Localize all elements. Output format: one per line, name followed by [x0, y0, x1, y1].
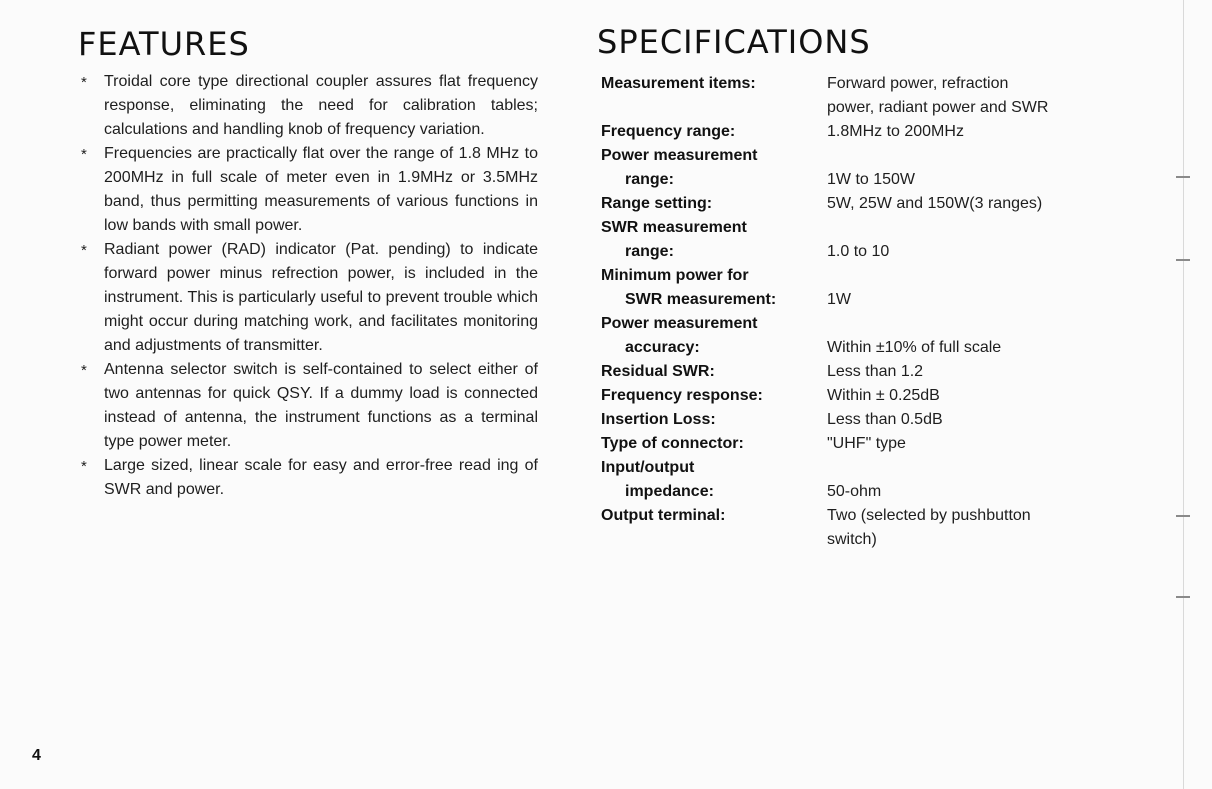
- spec-label: Output terminal:: [601, 507, 726, 524]
- spec-label: Frequency range:: [601, 123, 736, 140]
- spec-value: Less than 1.2: [827, 363, 924, 380]
- spec-row: [601, 120, 1061, 144]
- spec-label: Input/output: [601, 459, 695, 476]
- spec-value: Two (selected by pushbutton: [827, 507, 1031, 524]
- feature-item: [78, 238, 538, 358]
- page-number: 4: [32, 747, 41, 764]
- spec-label: Range setting:: [601, 195, 713, 212]
- spec-row: [601, 240, 1061, 264]
- specifications-heading: SPECIFICATIONS: [597, 23, 871, 61]
- spec-row: [601, 288, 1061, 312]
- spec-value: 1W: [827, 291, 851, 308]
- spec-value: Forward power, refraction: [827, 75, 1009, 92]
- edge-mark: [1176, 596, 1190, 598]
- spec-label: range:: [625, 171, 674, 188]
- spec-value: 50-ohm: [827, 483, 882, 500]
- page-edge: [1183, 0, 1184, 789]
- spec-value: 1W to 150W: [827, 171, 916, 188]
- spec-row: [601, 144, 1061, 168]
- spec-row: [601, 192, 1061, 216]
- feature-item: [78, 358, 538, 454]
- edge-mark: [1176, 259, 1190, 261]
- edge-mark: [1176, 515, 1190, 517]
- spec-label: SWR measurement:: [625, 291, 777, 308]
- feature-text: Antenna selector switch is self-contained to select either of two antennas for quick QSY. If a dummy load is connected instead of antenna, the instrument functions as a terminal type power meter.: [104, 361, 538, 450]
- spec-value: Within ± 0.25dB: [827, 387, 940, 404]
- spec-row: [601, 216, 1061, 240]
- spec-label: Residual SWR:: [601, 363, 715, 380]
- spec-row: [601, 360, 1061, 384]
- bullet-asterisk-icon: *: [81, 362, 87, 379]
- spec-row: [601, 336, 1061, 360]
- bullet-asterisk-icon: *: [81, 146, 87, 163]
- spec-value: power, radiant power and SWR: [827, 99, 1049, 116]
- spec-row: [601, 432, 1061, 456]
- feature-item: [78, 142, 538, 238]
- spec-label: accuracy:: [625, 339, 700, 356]
- feature-text: Troidal core type directional coupler assures flat frequency response, eliminating the need for calibration tables; calculations and handling knob of frequency variation.: [104, 73, 538, 138]
- spec-value: [827, 456, 1061, 480]
- spec-row: [601, 168, 1061, 192]
- spec-label: SWR measurement: [601, 219, 747, 236]
- spec-row: [601, 72, 1061, 96]
- spec-row: [601, 528, 1061, 552]
- spec-value: Within ±10% of full scale: [827, 339, 1002, 356]
- features-heading: FEATURES: [78, 25, 250, 63]
- feature-item: [78, 70, 538, 142]
- feature-item: [78, 454, 538, 502]
- bullet-asterisk-icon: *: [81, 242, 87, 259]
- spec-label: Measurement items:: [601, 75, 756, 92]
- spec-row: [601, 456, 1061, 480]
- spec-row: [601, 384, 1061, 408]
- spec-row: [601, 408, 1061, 432]
- spec-label: Type of connector:: [601, 435, 744, 452]
- spec-value: "UHF" type: [827, 435, 906, 452]
- spec-value: 1.8MHz to 200MHz: [827, 123, 964, 140]
- spec-row: [601, 504, 1061, 528]
- spec-value: [827, 312, 1061, 336]
- spec-label: impedance:: [625, 483, 714, 500]
- spec-label: Minimum power for: [601, 267, 749, 284]
- bullet-asterisk-icon: *: [81, 74, 87, 91]
- spec-value: [827, 264, 1061, 288]
- spec-value: 5W, 25W and 150W(3 ranges): [827, 195, 1043, 212]
- spec-row: [601, 480, 1061, 504]
- spec-label: Frequency response:: [601, 387, 763, 404]
- spec-value: 1.0 to 10: [827, 243, 890, 260]
- feature-text: Radiant power (RAD) indicator (Pat. pending) to indicate forward power minus refrection power, is included in the instrument. This is particularly useful to prevent trouble which might occur during matching work, and facilitates monitoring and adjustments of transmitter.: [104, 241, 538, 354]
- spec-value: [827, 216, 1061, 240]
- spec-label: [601, 96, 827, 120]
- spec-row: [601, 264, 1061, 288]
- feature-text: Large sized, linear scale for easy and error-free read ing of SWR and power.: [104, 457, 538, 498]
- feature-list: [78, 70, 538, 502]
- bullet-asterisk-icon: *: [81, 458, 87, 475]
- spec-value: Less than 0.5dB: [827, 411, 943, 428]
- spec-row: [601, 312, 1061, 336]
- spec-label: Power measurement: [601, 315, 758, 332]
- spec-label: Power measurement: [601, 147, 758, 164]
- spec-label: Insertion Loss:: [601, 411, 716, 428]
- spec-value: switch): [827, 531, 877, 548]
- spec-row: [601, 96, 1061, 120]
- spec-label: range:: [625, 243, 674, 260]
- feature-text: Frequencies are practically flat over the range of 1.8 MHz to 200MHz in full scale of meter even in 1.9MHz or 3.5MHz band, thus permitting measurements of various functions in low bands with small power.: [104, 145, 538, 234]
- specifications-table: [601, 72, 1061, 552]
- spec-value: [827, 144, 1061, 168]
- edge-mark: [1176, 176, 1190, 178]
- spec-label: [601, 528, 827, 552]
